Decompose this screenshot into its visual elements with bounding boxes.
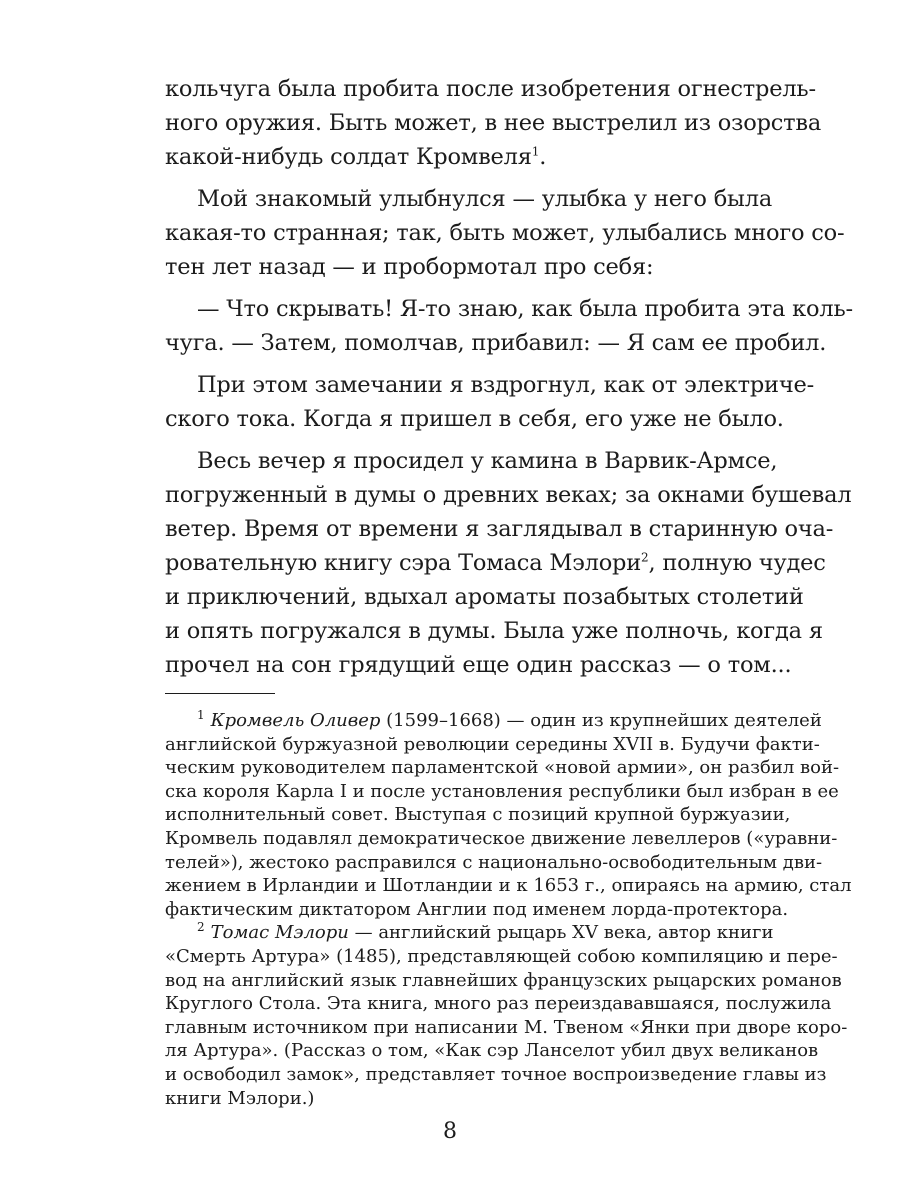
footnote-line: жением в Ирландии и Шотландии и к 1653 г., опираясь на армию, стал: [165, 875, 852, 897]
footnote-line: Круглого Стола. Эта книга, много раз переиздававшаяся, послужила: [165, 993, 832, 1015]
footnote-2: $^2$ Томас Мэлори — английский рыцарь XV века, автор книги: [197, 920, 774, 944]
footnote-term: Кромвель Оливер: [210, 710, 381, 731]
footnote-line: фактическим диктатором Англии под именем лорда-протектора.: [165, 898, 789, 920]
footnote-term: Томас Мэлори: [210, 922, 349, 944]
text-line: какая-то странная; так, быть может, улыбались много со-: [165, 220, 845, 246]
footnote-line: телей»), жестоко расправился с национально-освободительным дви-: [165, 851, 823, 873]
footnote-line: и освободил замок», представляет точное воспроизведение главы из: [165, 1063, 827, 1085]
footnote-ref: 2: [641, 550, 649, 565]
text-line: и опять погружался в думы. Была уже полночь, когда я: [165, 618, 823, 644]
footnote-line: Кромвель подавлял демократическое движение левеллеров («уравни-: [165, 827, 838, 849]
text-line: ного оружия. Быть может, в нее выстрелил из озорства: [165, 110, 822, 136]
text-line: ровательную книгу сэра Томаса Мэлори$^2$, полную чудес: [165, 550, 826, 576]
text-line: и приключений, вдыхал ароматы позабытых столетий: [165, 584, 804, 610]
main-text: [165, 72, 853, 682]
text-line: чуга. — Затем, помолчав, прибавил: — Я сам ее пробил.: [165, 330, 827, 356]
footnote-line: ля Артура». (Рассказ о том, «Как сэр Ланселот убил двух великанов: [165, 1040, 819, 1062]
footnote-line: «Смерть Артура» (1485), представляющей собою компиляцию и перe-: [165, 945, 838, 967]
page-number: 8: [443, 1119, 457, 1144]
text-line: ского тока. Когда я пришел в себя, его уже не было.: [165, 406, 784, 432]
footnote-1: $^1$ Кромвель Оливер (1599–1668) — один из крупнейших деятелей: [197, 708, 822, 731]
footnote-line: английской буржуазной революции середины XVII в. Будучи факти-: [165, 733, 820, 755]
text-line: — Что скрывать! Я-то знаю, как была пробита эта коль-: [197, 296, 853, 322]
footnote-line: исполнительный совет. Выступая с позиций крупной буржуазии,: [165, 804, 791, 826]
text-line: При этом замечании я вздрогнул, как от электриче-: [197, 372, 815, 398]
footnote-line: книги Мэлори.): [165, 1087, 315, 1109]
text-line: прочел на сон грядущий еще один рассказ — о том...: [165, 652, 792, 678]
footnote-divider: [165, 693, 275, 694]
text-line: кольчуга была пробита после изобретения огнестрель-: [165, 76, 816, 102]
footnote-line: ческим руководителем парламентской «новой армии», он разбил вой-: [165, 757, 840, 779]
text-line: ветер. Время от времени я заглядывал в старинную оча-: [165, 516, 834, 542]
text-line: какой-нибудь солдат Кромвеля$^1$.: [165, 144, 547, 170]
text-line: тен лет назад — и пробормотал про себя:: [165, 254, 654, 280]
footnote-line: вод на английский язык главнейших французских рыцарских романов: [165, 969, 842, 991]
footnotes: [165, 708, 852, 1110]
footnote-ref: 1: [531, 144, 540, 159]
footnote-marker: 1: [197, 708, 205, 722]
text-line: Мой знакомый улыбнулся — улыбка у него была: [197, 186, 773, 212]
footnote-marker: 2: [197, 920, 205, 935]
text-line: погруженный в думы о древних веках; за окнами бушевал: [165, 482, 852, 508]
footnote-line: главным источником при написании М. Твеном «Янки при дворе коро-: [165, 1016, 848, 1038]
footnote-line: ска короля Карла I и после установления республики был избран в ее: [165, 780, 839, 802]
text-line: Весь вечер я просидел у камина в Варвик-Армсе,: [197, 448, 778, 474]
